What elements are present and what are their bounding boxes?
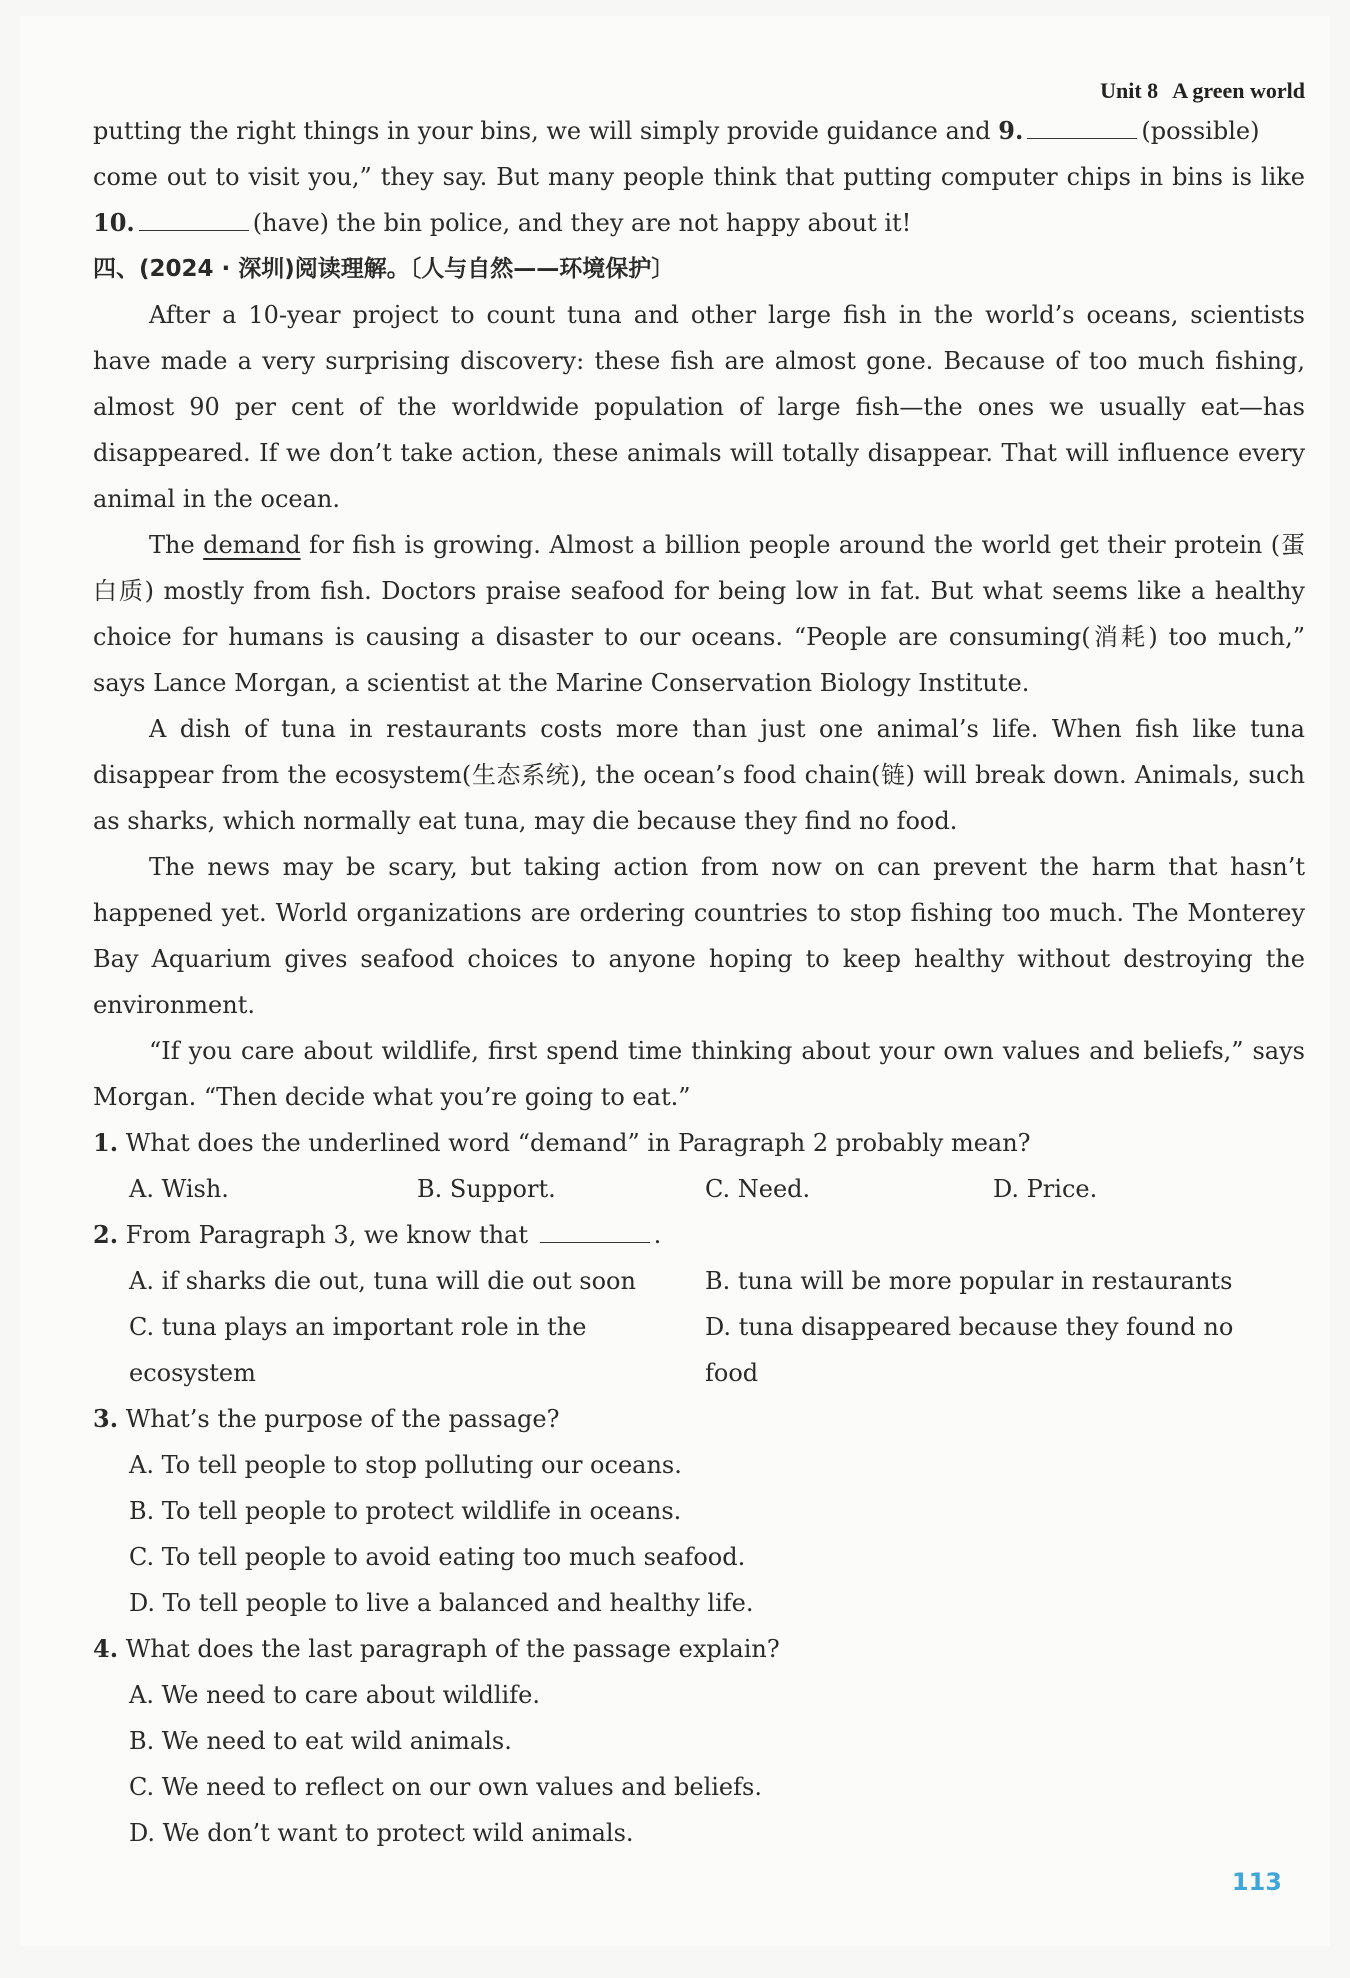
continued-text (93, 108, 1305, 246)
reading-passage (93, 292, 1305, 1120)
question-2: 2. From Paragraph 3, we know that . A. if sharks die out, tuna will die out soon B. tuna will be more popular in restaurants C. tuna plays an important role in the ecosystem D. tuna disappeared because they found no food (93, 1212, 1305, 1396)
page-number: 113 (1231, 1868, 1282, 1896)
question-text: What does the last paragraph of the passage explain? (125, 1635, 780, 1663)
answer-blank-10[interactable] (139, 204, 249, 231)
option-b[interactable]: B. To tell people to protect wildlife in oceans. (129, 1497, 682, 1525)
option-d[interactable]: D. To tell people to live a balanced and healthy life. (129, 1589, 754, 1617)
continued-text-1: putting the right things in your bins, we will simply provide guidance and (93, 117, 991, 145)
running-header (93, 74, 1305, 108)
question-text: What’s the purpose of the passage? (125, 1405, 560, 1433)
option-a[interactable]: A. To tell people to stop polluting our oceans. (129, 1451, 682, 1479)
continued-text-2: come out to visit you,” they say. But many people think that putting computer chips in bins is like (93, 163, 1305, 191)
header-title: A green world (1172, 78, 1305, 103)
option-c[interactable]: C. We need to reflect on our own values and beliefs. (129, 1773, 762, 1801)
passage-paragraph-3: A dish of tuna in restaurants costs more than just one animal’s life. When fish like tuna disappear from the ecosystem(生态系统), the ocean’s food chain(链) will break down. Animals, such as sharks, which normally eat tuna, may die because they find no food. (93, 715, 1305, 835)
question-text: From Paragraph 3, we know that (125, 1221, 528, 1249)
option-b[interactable]: B. Support. (417, 1175, 556, 1203)
passage-paragraph-4: The news may be scary, but taking action from now on can prevent the harm that hasn’t happened yet. World organizations are ordering countries to stop fishing too much. The Monterey Bay Aquarium gives seafood choices to anyone hoping to keep healthy without destroying the environment. (93, 853, 1305, 1019)
blank-hint-9: (possible) (1141, 117, 1260, 145)
section-title: 四、(2024 · 深圳)阅读理解。〔人与自然——环境保护〕 (93, 256, 675, 282)
option-a[interactable]: A. We need to care about wildlife. (129, 1681, 540, 1709)
option-c[interactable]: C. Need. (705, 1175, 811, 1203)
paragraph-2-start: The (149, 531, 195, 559)
option-b[interactable]: B. We need to eat wild animals. (129, 1727, 512, 1755)
question-4 (93, 1626, 1305, 1856)
header-unit: Unit 8 (1100, 78, 1159, 103)
passage-paragraph-1: After a 10-year project to count tuna and other large fish in the world’s oceans, scientists have made a very surprising discovery: these fish are almost gone. Because of too much fishing, almost 90 per cent of the worldwide population of large fish—the ones we usually eat—has disappeared. If we don’t take action, these animals will totally disappear. That will influence every animal in the ocean. (93, 301, 1305, 513)
option-a[interactable]: A. if sharks die out, tuna will die out soon (129, 1267, 636, 1295)
question-1 (93, 1120, 1305, 1212)
option-d[interactable]: D. tuna disappeared because they found no food (705, 1313, 1234, 1387)
option-d[interactable]: D. We don’t want to protect wild animals. (129, 1819, 634, 1847)
continued-line-1 (93, 108, 1305, 154)
paragraph-2-rest: for fish is growing. Almost a billion people around the world get their protein (蛋白质) mostly from fish. Doctors praise seafood for being low in fat. But what seems like a healthy choice for humans is causing a disaster to our oceans. “People are consuming(消耗) too much,” says Lance Morgan, a scientist at the Marine Conservation Biology Institute. (93, 531, 1305, 697)
passage-paragraph-5: “If you care about wildlife, first spend time thinking about your own values and beliefs,” says Morgan. “Then decide what you’re going to eat.” (93, 1037, 1305, 1111)
page (20, 16, 1330, 1946)
answer-blank-9[interactable] (1027, 112, 1137, 139)
question-3 (93, 1396, 1305, 1626)
option-d[interactable]: D. Price. (993, 1175, 1098, 1203)
blank-hint-10: (have) the bin police, and they are not happy about it! (252, 209, 912, 237)
blank-number-9: 9. (998, 116, 1024, 145)
option-a[interactable]: A. Wish. (129, 1175, 229, 1203)
options (93, 1166, 1305, 1212)
question-number: 3. (93, 1404, 119, 1433)
blank-number-10: 10. (93, 208, 135, 237)
answer-blank[interactable] (540, 1216, 650, 1243)
option-c[interactable]: C. To tell people to avoid eating too much seafood. (129, 1543, 746, 1571)
passage-paragraph-2 (93, 522, 1305, 706)
question-number: 4. (93, 1634, 119, 1663)
continued-line-2 (93, 154, 1305, 246)
question-text: What does the underlined word “demand” in Paragraph 2 probably mean? (125, 1129, 1031, 1157)
options-row-1 (93, 1258, 1305, 1304)
page-content (93, 74, 1305, 1856)
option-c[interactable]: C. tuna plays an important role in the ecosystem (129, 1313, 587, 1387)
underlined-word-demand: demand (203, 531, 301, 559)
question-number: 2. (93, 1220, 119, 1249)
option-b[interactable]: B. tuna will be more popular in restaurants (705, 1267, 1233, 1295)
options-row-2 (93, 1304, 1305, 1396)
question-number: 1. (93, 1128, 119, 1157)
